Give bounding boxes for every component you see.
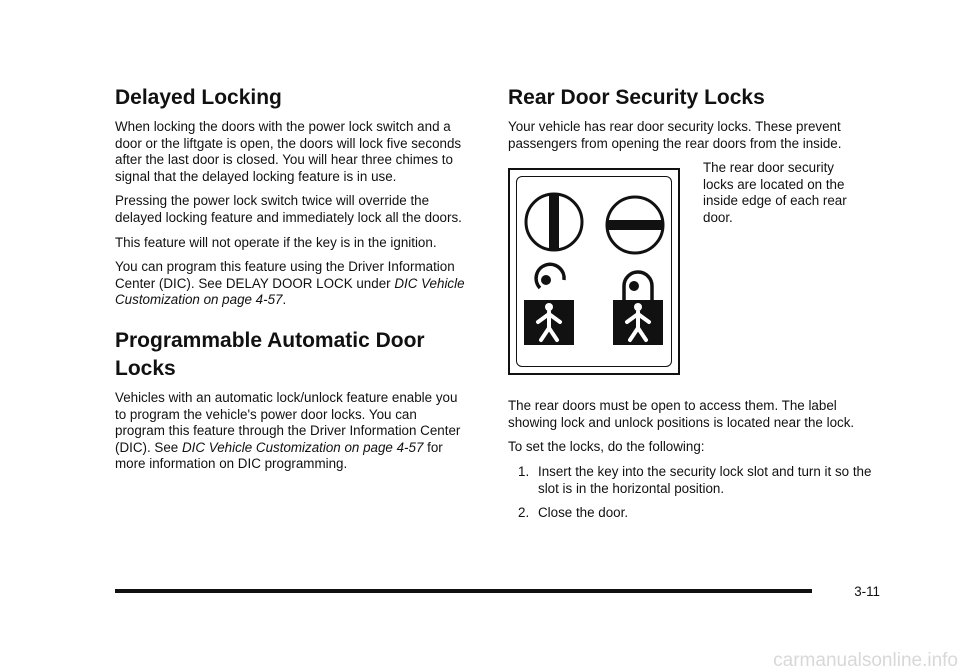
cross-reference-link[interactable]: DIC Vehicle Customization on page 4-57 (115, 275, 465, 308)
child-lock-icon (524, 264, 574, 345)
figure-block (508, 160, 878, 398)
child-unlock-icon (613, 272, 663, 345)
heading-programmable-automatic-door-locks: Programmable Automatic Door Locks (115, 328, 425, 380)
paragraph-text: for more information on DIC programming. (115, 439, 443, 472)
security-lock-label-illustration (508, 168, 680, 375)
delayed-locking-paragraph-4 (115, 259, 470, 309)
vertical-slot-icon (526, 194, 582, 250)
page-number: 3-11 (854, 584, 880, 599)
heading-rear-door-security-locks: Rear Door Security Locks (508, 86, 765, 109)
paragraph-text: Vehicles with an automatic lock/unlock feature enable you to program the vehicle's power door locks. You can program this feature through the Driver Information Center (DIC). See (115, 389, 461, 455)
cross-reference-link[interactable]: DIC Vehicle Customization on page 4-57 (181, 439, 424, 455)
right-column (508, 84, 878, 530)
watermark: carmanualsonline.info (773, 650, 958, 671)
footer-rule (115, 589, 812, 593)
delayed-locking-paragraph-3: This feature will not operate if the key is in the ignition. (115, 234, 437, 250)
list-item (508, 464, 878, 497)
step-text: Close the door. (538, 505, 629, 521)
figure-caption: The rear door security locks are located on the inside edge of each rear door. (703, 160, 847, 225)
delayed-locking-paragraph-2: Pressing the power lock switch twice will override the delayed locking feature and immediately lock all the doors. (115, 193, 462, 225)
step-text: Insert the key into the security lock slot and turn it so the slot is in the horizontal position. (538, 463, 872, 496)
heading-delayed-locking: Delayed Locking (115, 86, 282, 109)
lock-diagram (510, 170, 678, 373)
security-locks-paragraph-3: To set the locks, do the following: (508, 439, 705, 455)
security-locks-paragraph-1: Your vehicle has rear door security locks. These prevent passengers from opening the rear doors from the inside. (508, 119, 842, 151)
horizontal-slot-icon (607, 197, 663, 253)
programmable-locks-paragraph (115, 390, 470, 473)
steps-list (508, 464, 878, 522)
paragraph-text: You can program this feature using the Driver Information Center (DIC). See DELAY DOOR LOCK under (115, 259, 455, 291)
paragraph-text: . (282, 292, 287, 308)
delayed-locking-paragraph-1: When locking the doors with the power lock switch and a door or the liftgate is open, the doors will lock five seconds after the last door is closed. You will hear three chimes to signal that the delayed locking feature is in use. (115, 119, 462, 184)
step-number: 1. (518, 463, 530, 479)
step-number: 2. (518, 505, 530, 521)
security-locks-paragraph-2: The rear doors must be open to access them. The label showing lock and unlock positions is located near the lock. (508, 398, 855, 430)
list-item (508, 505, 878, 522)
left-column (115, 84, 470, 481)
